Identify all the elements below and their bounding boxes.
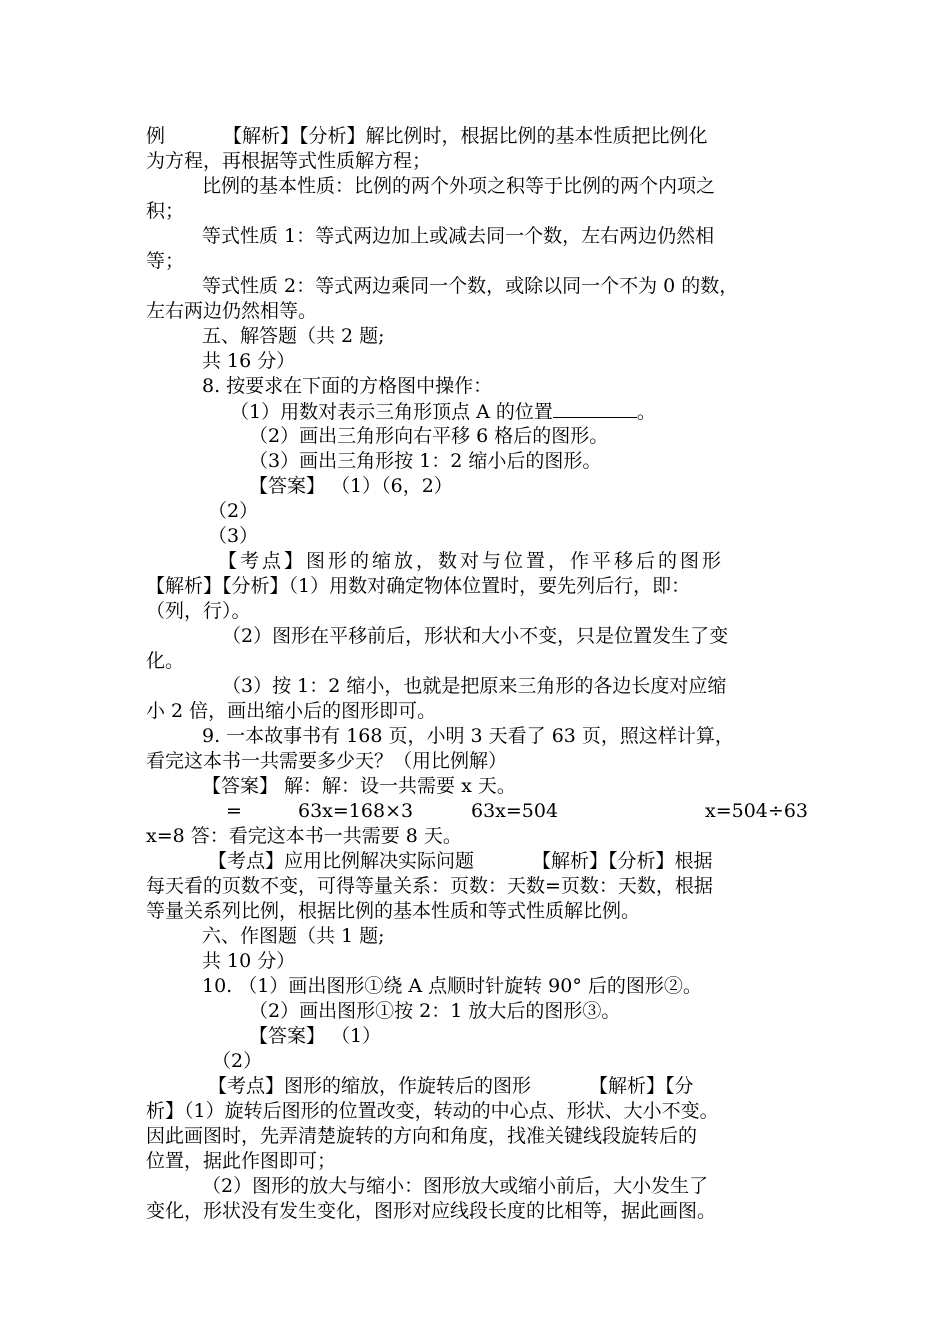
answer-line: 【答案】 解：解：设一共需要 x 天。 [202,775,516,797]
text-line: 共 10 分） [202,950,296,972]
answer-line: 【答案】 （1） [249,1025,382,1047]
text-fragment: 例 [146,125,166,147]
text-fragment: 【考点】应用比例解决实际问题 [208,850,475,872]
text-line: 化。 [146,650,185,672]
question-heading: 10. （1）画出图形①绕 A 点顺时针旋转 90° 后的图形②。 [202,975,702,997]
text-line: （2）画出三角形向右平移 6 格后的图形。 [249,425,609,447]
text-line: 等式性质 1：等式两边加上或减去同一个数，左右两边仍然相 [202,225,715,247]
text-line: 析】（1）旋转后图形的位置改变，转动的中心点、形状、大小不变。 [146,1100,719,1122]
section-heading: 五、解答题（共 2 题; [202,325,385,347]
equation-row [146,799,810,824]
text-line: 积； [146,200,185,222]
text-line: 【解析】【分析】（1）用数对确定物体位置时，要先列后行，即： [146,575,691,597]
text-line: （2）图形的放大与缩小：图形放大或缩小前后，大小发生了 [202,1175,709,1197]
document-page [146,124,810,1224]
answer-blank [553,399,637,418]
equation-part: = [226,800,242,822]
text-fragment: 【解析】【分析】解比例时，根据比例的基本性质把比例化 [223,125,708,147]
text-line: 为方程，再根据等式性质解方程； [146,150,432,172]
text-line: （2） [208,500,259,522]
text-line: x=8 答：看完这本书一共需要 8 天。 [146,825,462,847]
text-line [146,1074,810,1099]
text-line: （列，行）。 [146,600,251,622]
text-line: 看完这本书一共需要多少天？（用比例解） [146,750,508,772]
text-line: （2） [212,1050,263,1072]
text-fragment: 【考点】图形的缩放，作旋转后的图形 [208,1075,532,1097]
equation-part: 63x=504 [471,800,559,822]
text-line: （3）按 1：2 缩小，也就是把原来三角形的各边长度对应缩 [222,675,727,697]
text-fragment: 【解析】【分析】根据 [532,850,713,872]
text-line: 等； [146,250,185,272]
text-line: 等量关系列比例，根据比例的基本性质和等式性质解比例。 [146,900,641,922]
text-line: 位置，据此作图即可； [146,1150,337,1172]
text-line: 【考点】图形的缩放，数对与位置，作平移后的图形 [218,550,725,572]
text-line: 小 2 倍，画出缩小后的图形即可。 [146,700,437,722]
text-line: （3）画出三角形按 1：2 缩小后的图形。 [249,450,602,472]
text-fragment: （1）用数对表示三角形顶点 A 的位置 [230,401,553,423]
text-line: 左右两边仍然相等。 [146,300,318,322]
section-heading: 六、作图题（共 1 题; [202,925,385,947]
text-fragment: 。 [636,401,656,423]
question-heading: 9. 一本故事书有 168 页，小明 3 天看了 63 页，照这样计算， [202,725,734,747]
equation-part: x=504÷63 [705,800,808,822]
answer-line: 【答案】 （1）（6，2） [249,475,453,497]
text-line [146,849,810,874]
text-line: 共 16 分） [202,350,296,372]
text-line: 等式性质 2：等式两边乘同一个数，或除以同一个不为 0 的数， [202,275,739,297]
text-line: 比例的基本性质：比例的两个外项之积等于比例的两个内项之 [202,175,716,197]
text-line: （2）图形在平移前后，形状和大小不变，只是位置发生了变 [222,625,729,647]
text-line [146,399,810,424]
text-line [146,124,810,149]
text-line: 变化，形状没有发生变化，图形对应线段长度的比相等，据此画图。 [146,1200,717,1222]
equation-part: 63x=168×3 [298,800,414,822]
text-line: （2）画出图形①按 2：1 放大后的图形③。 [249,1000,621,1022]
text-line: （3） [208,525,259,547]
text-fragment: 【解析】【分 [589,1075,694,1097]
text-line: 每天看的页数不变，可得等量关系：页数：天数=页数：天数，根据 [146,875,713,897]
text-line: 因此画图时，先弄清楚旋转的方向和角度，找准关键线段旋转后的 [146,1125,698,1147]
question-heading: 8. 按要求在下面的方格图中操作： [202,375,493,397]
